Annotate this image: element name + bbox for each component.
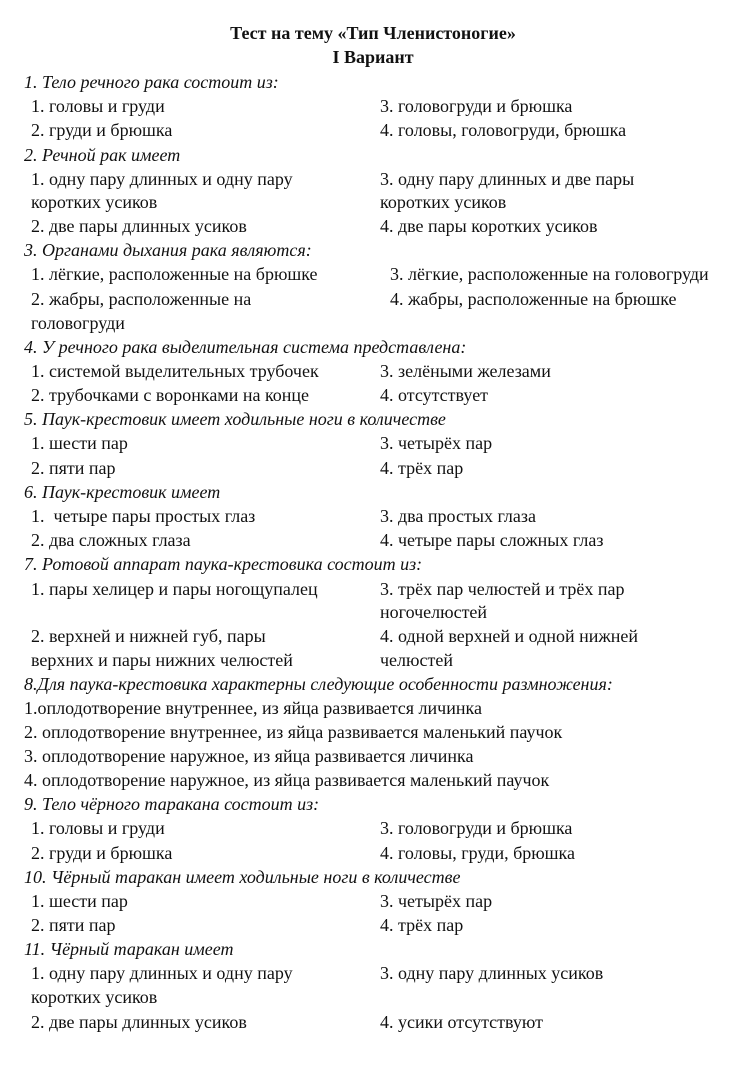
question-9: 9. Тело чёрного таракана состоит из: <box>24 794 320 814</box>
answer-10-2: 2. пяти пар <box>31 915 116 935</box>
answer-11-1: 1. одну пару длинных и одну пару <box>31 963 293 983</box>
answer-5-1: 1. шести пар <box>31 433 128 453</box>
question-7: 7. Ротовой аппарат паука-крестовика состоит из: <box>24 554 423 574</box>
answer-6-1: 1. четыре пары простых глаз <box>31 506 256 526</box>
answer-7-3-cont: ногочелюстей <box>380 602 488 622</box>
answer-11-3: 3. одну пару длинных усиков <box>380 963 604 983</box>
question-11: 11. Чёрный таракан имеет <box>24 939 234 959</box>
answer-11-2: 2. две пары длинных усиков <box>31 1012 247 1032</box>
answer-6-4: 4. четыре пары сложных глаз <box>380 530 604 550</box>
answer-3-4: 4. жабры, расположенные на брюшке <box>390 289 677 309</box>
answer-6-3: 3. два простых глаза <box>380 506 536 526</box>
question-4: 4. У речного рака выделительная система представлена: <box>24 337 467 357</box>
answer-1-1: 1. головы и груди <box>31 96 165 116</box>
answer-7-4-cont: челюстей <box>380 650 453 670</box>
answer-7-3: 3. трёх пар челюстей и трёх пар <box>380 579 625 599</box>
answer-3-2-cont: головогруди <box>31 313 125 333</box>
variant-label: I Вариант <box>332 47 414 67</box>
answer-2-2: 2. две пары длинных усиков <box>31 216 247 236</box>
answer-7-2: 2. верхней и нижней губ, пары <box>31 626 266 646</box>
answer-5-2: 2. пяти пар <box>31 458 116 478</box>
answer-4-2: 2. трубочками с воронками на конце <box>31 385 310 405</box>
answer-3-3: 3. лёгкие, расположенные на головогруди <box>390 264 709 284</box>
answer-9-3: 3. головогруди и брюшка <box>380 818 573 838</box>
question-1: 1. Тело речного рака состоит из: <box>24 72 279 92</box>
answer-10-4: 4. трёх пар <box>380 915 464 935</box>
answer-1-3: 3. головогруди и брюшка <box>380 96 573 116</box>
answer-10-1: 1. шести пар <box>31 891 128 911</box>
answer-7-2-cont: верхних и пары нижних челюстей <box>31 650 293 670</box>
answer-11-1-cont: коротких усиков <box>31 987 158 1007</box>
answer-5-4: 4. трёх пар <box>380 458 464 478</box>
answer-3-2: 2. жабры, расположенные на <box>31 289 252 309</box>
answer-4-4: 4. отсутствует <box>380 385 489 405</box>
answer-6-2: 2. два сложных глаза <box>31 530 191 550</box>
answer-9-1: 1. головы и груди <box>31 818 165 838</box>
answer-10-3: 3. четырёх пар <box>380 891 493 911</box>
question-3: 3. Органами дыхания рака являются: <box>24 240 312 260</box>
answer-9-4: 4. головы, груди, брюшка <box>380 843 576 863</box>
answer-7-1: 1. пары хелицер и пары ногощупалец <box>31 579 318 599</box>
answer-2-1-cont: коротких усиков <box>31 192 158 212</box>
answer-3-1: 1. лёгкие, расположенные на брюшке <box>31 264 318 284</box>
answer-1-4: 4. головы, головогруди, брюшка <box>380 120 627 140</box>
answer-2-3: 3. одну пару длинных и две пары <box>380 169 635 189</box>
question-2: 2. Речной рак имеет <box>24 145 181 165</box>
answer-11-4: 4. усики отсутствуют <box>380 1012 544 1032</box>
page-title: Тест на тему «Тип Членистоногие» <box>230 23 516 43</box>
question-10: 10. Чёрный таракан имеет ходильные ноги в количестве <box>24 867 461 887</box>
answer-2-4: 4. две пары коротких усиков <box>380 216 598 236</box>
answer-1-2: 2. груди и брюшка <box>31 120 173 140</box>
answer-7-4: 4. одной верхней и одной нижней <box>380 626 639 646</box>
answer-8-3: 3. оплодотворение наружное, из яйца развивается личинка <box>24 746 474 766</box>
answer-2-3-cont: коротких усиков <box>380 192 507 212</box>
question-6: 6. Паук-крестовик имеет <box>24 482 221 502</box>
answer-8-2: 2. оплодотворение внутреннее, из яйца развивается маленький паучок <box>24 722 563 742</box>
answer-9-2: 2. груди и брюшка <box>31 843 173 863</box>
answer-4-1: 1. системой выделительных трубочек <box>31 361 319 381</box>
answer-8-1: 1.оплодотворение внутреннее, из яйца развивается личинка <box>24 698 482 718</box>
answer-8-4: 4. оплодотворение наружное, из яйца развивается маленький паучок <box>24 770 550 790</box>
question-8: 8.Для паука-крестовика характерны следующие особенности размножения: <box>24 674 613 694</box>
answer-4-3: 3. зелёными железами <box>380 361 551 381</box>
question-5: 5. Паук-крестовик имеет ходильные ноги в количестве <box>24 409 446 429</box>
answer-5-3: 3. четырёх пар <box>380 433 493 453</box>
answer-2-1: 1. одну пару длинных и одну пару <box>31 169 293 189</box>
